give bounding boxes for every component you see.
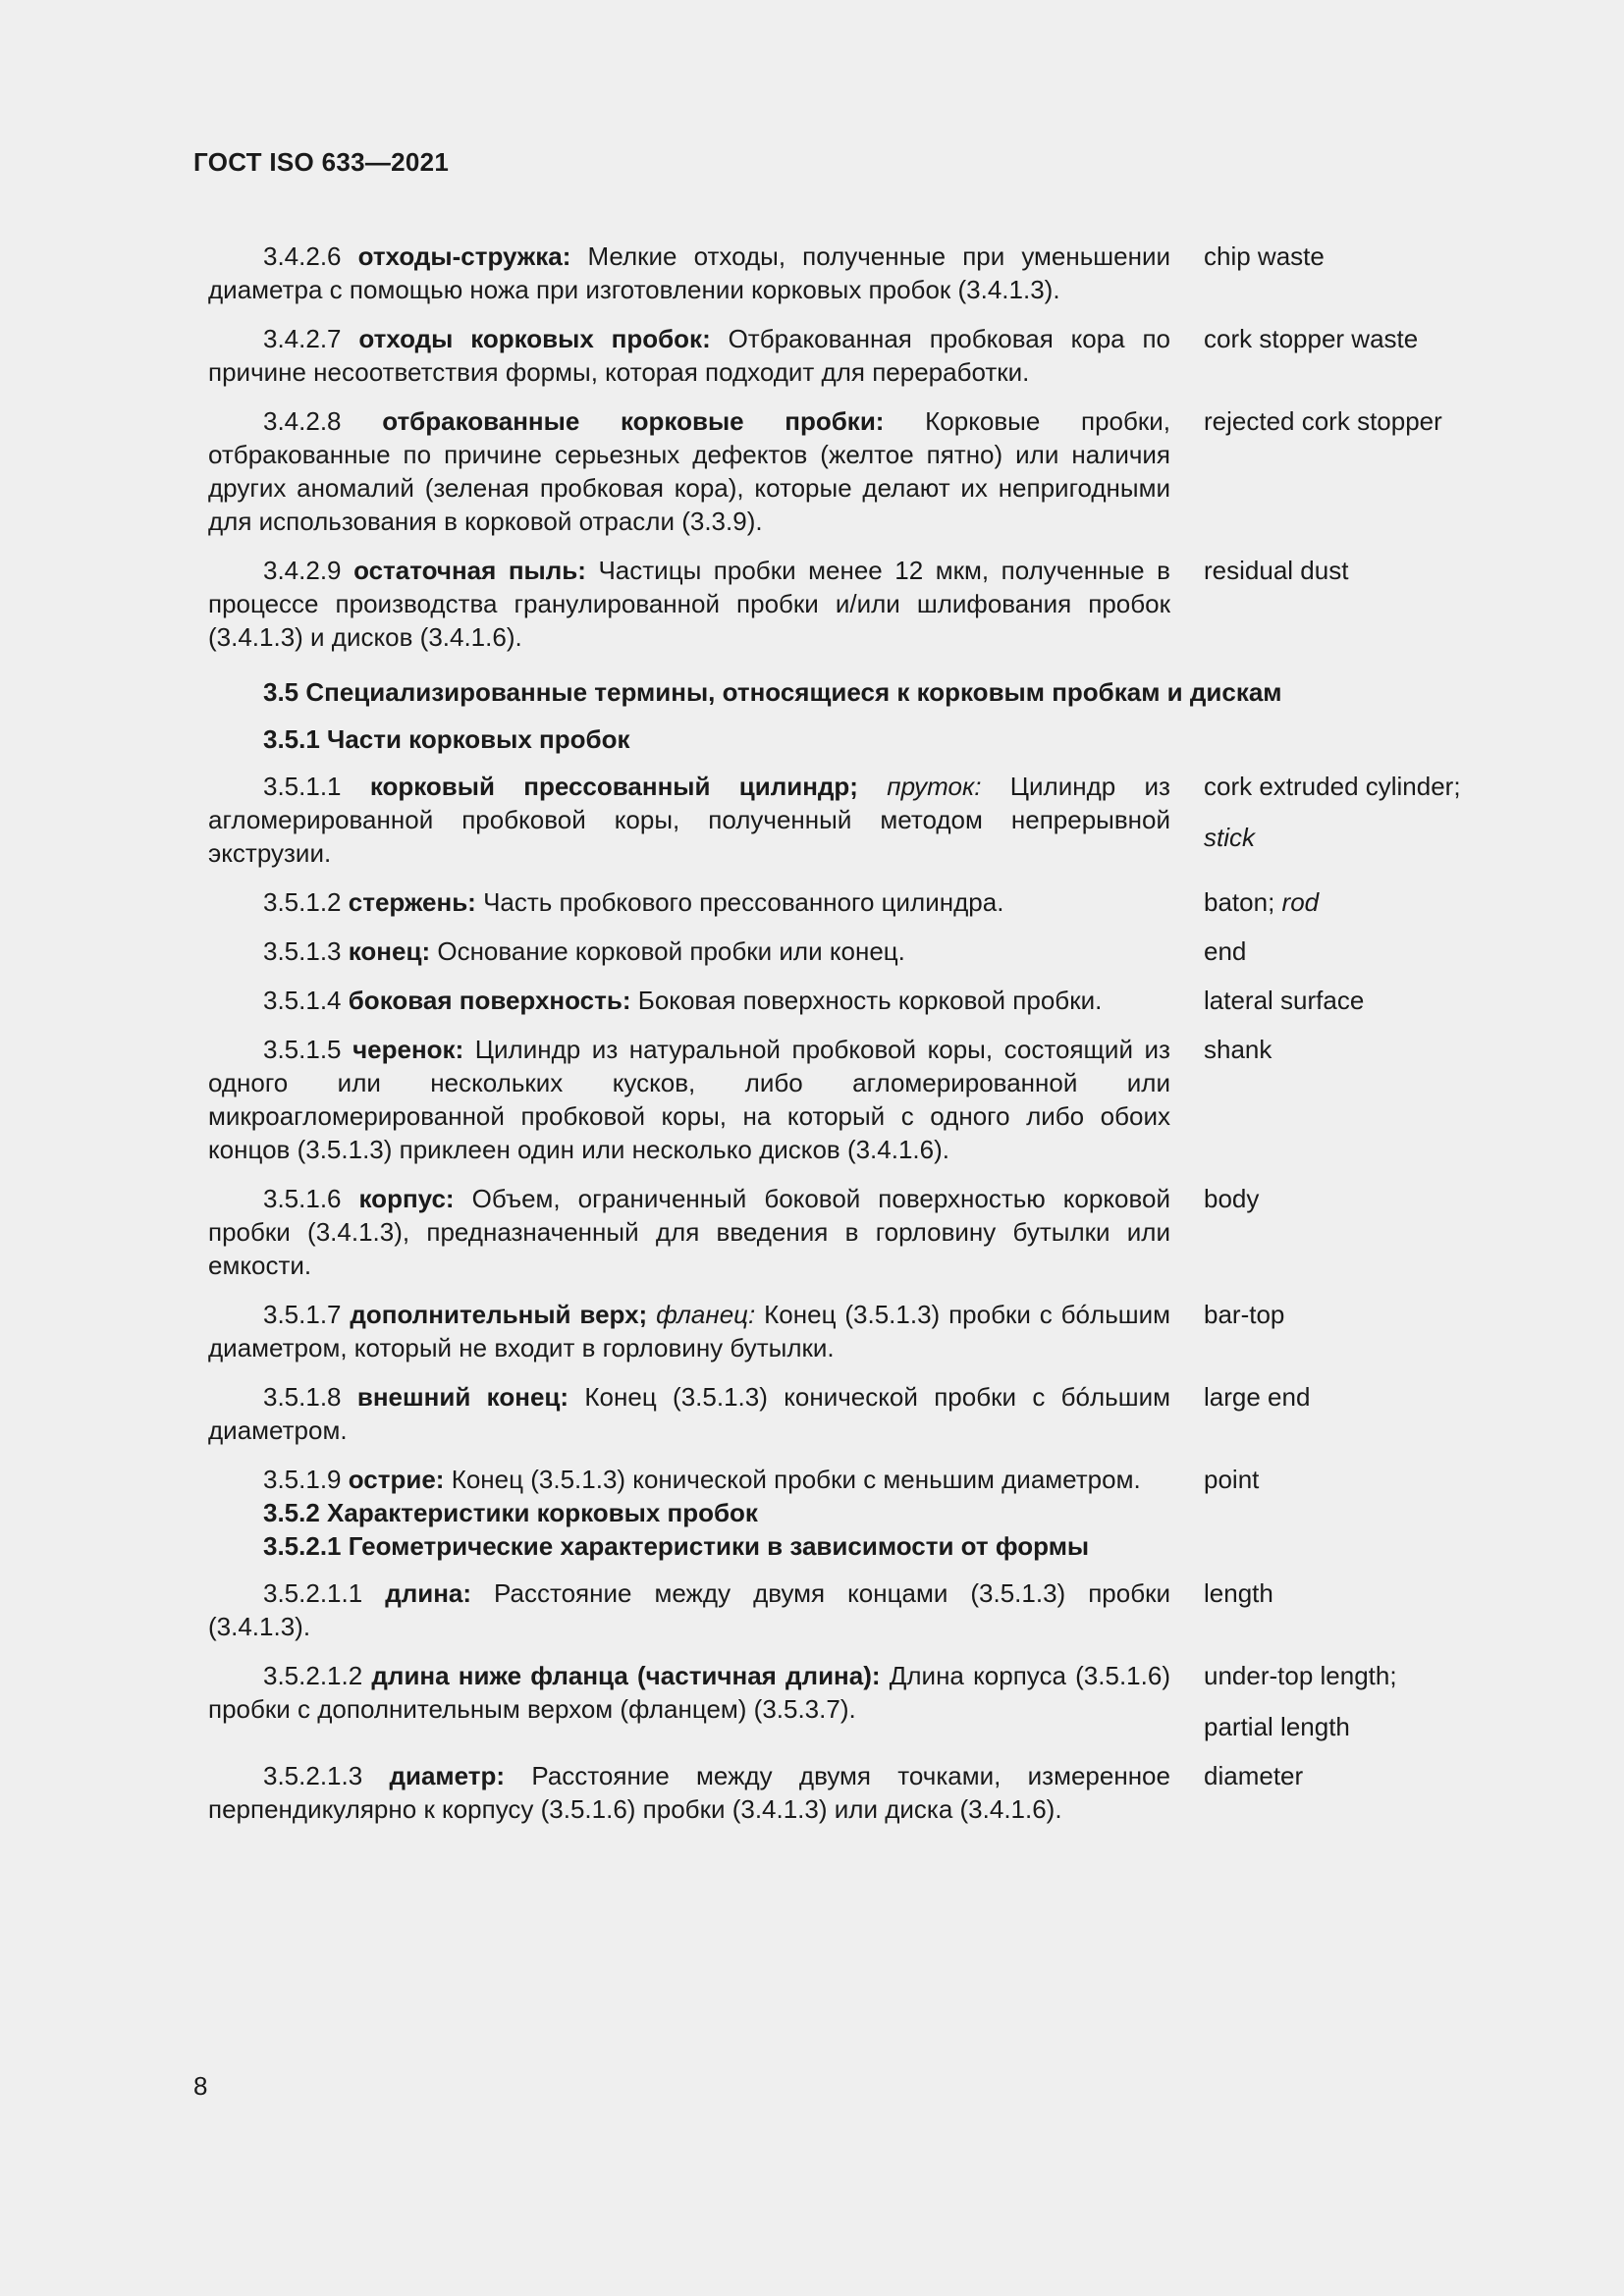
term-entry-3-5-2-1-2 xyxy=(208,1659,1494,1743)
term-name: конец: xyxy=(348,936,431,966)
term-english: under-top length; xyxy=(1204,1661,1397,1690)
term-number: 3.5.1.6 xyxy=(263,1184,342,1213)
term-definition: Конец (3.5.1.3) конической пробки с бóльшим диаметром. xyxy=(208,1382,1170,1445)
term-name: длина ниже фланца (частичная длина): xyxy=(371,1661,881,1690)
term-english: baton; rod xyxy=(1204,887,1320,917)
term-number: 3.4.2.9 xyxy=(263,556,342,585)
term-entry-3-5-1-9 xyxy=(208,1463,1494,1496)
term-name: дополнительный верх; xyxy=(350,1300,648,1329)
term-entry-3-4-2-9 xyxy=(208,554,1494,654)
term-name: длина: xyxy=(385,1578,472,1608)
term-name: корпус: xyxy=(358,1184,455,1213)
term-number: 3.5.2.1.2 xyxy=(263,1661,363,1690)
term-english: lateral surface xyxy=(1204,986,1365,1015)
term-number: 3.5.1.3 xyxy=(263,936,342,966)
section-heading-3-5-2-1: 3.5.2.1 Геометрические характеристики в зависимости от формы xyxy=(263,1531,1090,1561)
term-english: residual dust xyxy=(1204,556,1349,585)
term-definition: Расстояние между двумя концами (3.5.1.3) пробки (3.4.1.3). xyxy=(208,1578,1170,1641)
term-english: cork extruded cylinder; xyxy=(1204,772,1461,801)
term-number: 3.5.2.1.1 xyxy=(263,1578,363,1608)
document-header: ГОСТ ISO 633—2021 xyxy=(193,147,450,177)
term-english-synonym: stick xyxy=(1204,823,1255,852)
term-definition: Расстояние между двумя точками, измеренное перпендикулярно к корпусу (3.5.1.6) пробки (3.4.1.3) или диска (3.4.1.6). xyxy=(208,1761,1170,1824)
term-english: rejected cork stopper xyxy=(1204,406,1442,436)
term-definition: Цилиндр из агломерированной пробковой коры, полученный методом непрерывной экструзии. xyxy=(208,772,1170,868)
term-definition: Мелкие отходы, полученные при уменьшении диаметра с помощью ножа при изготовлении корковых пробок (3.4.1.3). xyxy=(208,241,1170,304)
term-number: 3.4.2.6 xyxy=(263,241,342,271)
section-heading-3-5-1: 3.5.1 Части корковых пробок xyxy=(263,724,630,754)
page-number: 8 xyxy=(193,2071,208,2101)
term-definition: Длина корпуса (3.5.1.6) пробки с дополнительным верхом (фланцем) (3.5.3.7). xyxy=(208,1661,1170,1724)
term-entry-3-5-1-1 xyxy=(208,770,1494,870)
term-definition: Цилиндр из натуральной пробковой коры, состоящий из одного или нескольких кусков, либо агломерированной или микроагломерированной пробковой коры, на который с одного либо обоих концов (3.5.1.3) приклеен один или несколько дисков (3.4.1.6). xyxy=(208,1035,1170,1164)
term-number: 3.5.1.8 xyxy=(263,1382,342,1412)
term-entry-3-5-1-4 xyxy=(208,984,1494,1017)
term-definition: Конец (3.5.1.3) конической пробки с меньшим диаметром. xyxy=(451,1465,1141,1494)
document-body xyxy=(208,240,1494,1842)
term-name: отбракованные корковые пробки: xyxy=(382,406,885,436)
term-definition: Объем, ограниченный боковой поверхностью корковой пробки (3.4.1.3), предназначенный для введения в горловину бутылки или емкости. xyxy=(208,1184,1170,1280)
term-entry-3-5-1-6 xyxy=(208,1182,1494,1282)
term-english: shank xyxy=(1204,1035,1272,1064)
term-synonym: пруток: xyxy=(887,772,982,801)
term-entry-3-5-1-5 xyxy=(208,1033,1494,1166)
term-entry-3-4-2-7 xyxy=(208,322,1494,389)
term-number: 3.5.1.9 xyxy=(263,1465,342,1494)
term-name: диаметр: xyxy=(389,1761,506,1790)
term-entry-3-4-2-8 xyxy=(208,404,1494,538)
term-name: боковая поверхность: xyxy=(348,986,631,1015)
term-entry-3-4-2-6 xyxy=(208,240,1494,306)
term-definition: Часть пробкового прессованного цилиндра. xyxy=(483,887,1004,917)
term-entry-3-5-1-7 xyxy=(208,1298,1494,1364)
term-definition: Конец (3.5.1.3) пробки с бóльшим диаметром, который не входит в горловину бутылки. xyxy=(208,1300,1170,1362)
term-entry-3-5-1-8 xyxy=(208,1380,1494,1447)
term-entry-3-5-2-1-3 xyxy=(208,1759,1494,1826)
section-heading-3-5-2: 3.5.2 Характеристики корковых пробок xyxy=(263,1498,758,1527)
term-name: стержень: xyxy=(348,887,476,917)
term-english: cork stopper waste xyxy=(1204,324,1419,353)
term-definition: Корковые пробки, отбракованные по причине серьезных дефектов (желтое пятно) или наличия других аномалий (зеленая пробковая кора), которые делают их непригодными для использования в корковой отрасли (3.3.9). xyxy=(208,406,1170,536)
term-name: отходы-стружка: xyxy=(357,241,571,271)
term-number: 3.5.1.4 xyxy=(263,986,342,1015)
term-name: внешний конец: xyxy=(356,1382,569,1412)
term-name: остаточная пыль: xyxy=(353,556,586,585)
term-number: 3.5.2.1.3 xyxy=(263,1761,363,1790)
term-number: 3.4.2.8 xyxy=(263,406,342,436)
term-entry-3-5-1-3 xyxy=(208,934,1494,968)
term-definition: Отбракованная пробковая кора по причине несоответствия формы, которая подходит для переработки. xyxy=(208,324,1170,387)
term-english: bar-top xyxy=(1204,1300,1285,1329)
term-definition: Боковая поверхность корковой пробки. xyxy=(637,986,1103,1015)
term-english: length xyxy=(1204,1578,1273,1608)
term-english: chip waste xyxy=(1204,241,1325,271)
term-english: point xyxy=(1204,1465,1260,1494)
term-english: diameter xyxy=(1204,1761,1304,1790)
term-definition: Основание корковой пробки или конец. xyxy=(437,936,905,966)
term-number: 3.5.1.2 xyxy=(263,887,342,917)
term-synonym: фланец: xyxy=(656,1300,756,1329)
term-number: 3.5.1.7 xyxy=(263,1300,342,1329)
term-english: body xyxy=(1204,1184,1260,1213)
term-definition: Частицы пробки менее 12 мкм, полученные в процессе производства гранулированной пробки и/или шлифования пробок (3.4.1.3) и дисков (3.4.1.6). xyxy=(208,556,1170,652)
term-english: large end xyxy=(1204,1382,1311,1412)
term-number: 3.4.2.7 xyxy=(263,324,342,353)
term-name: отходы корковых пробок: xyxy=(358,324,711,353)
term-entry-3-5-1-2 xyxy=(208,885,1494,919)
term-number: 3.5.1.5 xyxy=(263,1035,342,1064)
term-number: 3.5.1.1 xyxy=(263,772,342,801)
term-name: острие: xyxy=(348,1465,445,1494)
term-name: черенок: xyxy=(352,1035,464,1064)
section-heading-3-5: 3.5 Специализированные термины, относящиеся к корковым пробкам и дискам xyxy=(263,677,1282,707)
term-english-synonym: rod xyxy=(1281,887,1320,917)
term-entry-3-5-2-1-1 xyxy=(208,1576,1494,1643)
term-english: end xyxy=(1204,936,1247,966)
term-english-synonym: partial length xyxy=(1204,1712,1350,1741)
term-name: корковый прессованный цилиндр; xyxy=(369,772,858,801)
